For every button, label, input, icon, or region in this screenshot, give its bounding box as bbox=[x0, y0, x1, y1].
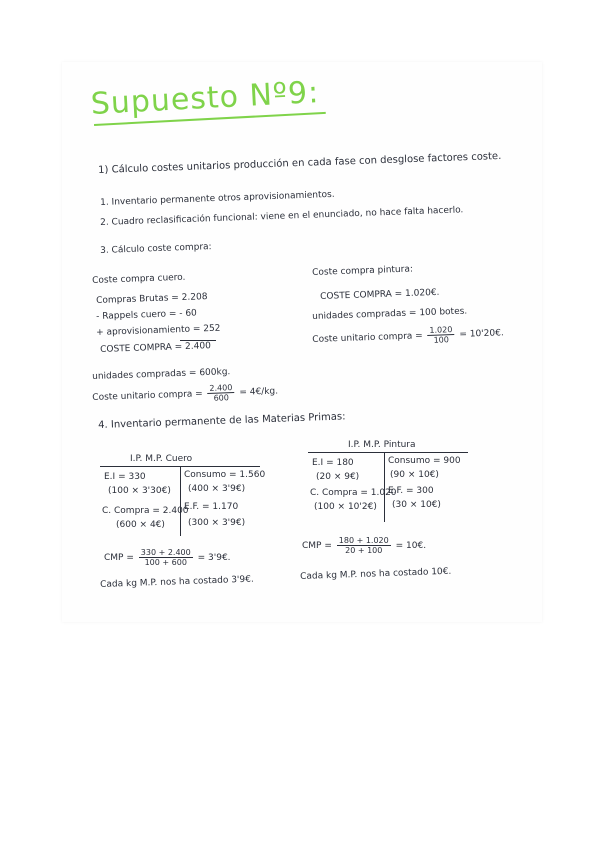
cuero-unitario-den: 600 bbox=[213, 393, 230, 403]
item-2: 2. Cuadro reclasificación funcional: viene en el enunciado, no hace falta hacerlo. bbox=[100, 205, 464, 228]
pintura-unitario-label: Coste unitario compra = bbox=[312, 331, 423, 345]
cuero-cmp-result: = 3'9€. bbox=[197, 553, 231, 563]
cuero-heading: Coste compra cuero. bbox=[92, 272, 186, 286]
pintura-unitario-fraction bbox=[427, 325, 455, 345]
cuero-unitario-label: Coste unitario compra = bbox=[92, 389, 203, 403]
section-4-heading: 4. Inventario permanente de las Materias Primas: bbox=[98, 411, 346, 431]
cuero-consumo-detail: (400 × 3'9€) bbox=[188, 484, 246, 494]
pintura-compra-detail: (100 × 10'2€) bbox=[314, 502, 377, 512]
pintura-line-coste: COSTE COMPRA = 1.020€. bbox=[320, 287, 440, 302]
pintura-ef: E.F. = 300 bbox=[388, 486, 434, 496]
pintura-heading: Coste compra pintura: bbox=[312, 264, 414, 278]
cuero-compra: C. Compra = 2.400 bbox=[102, 506, 189, 516]
cuero-line-unidades: unidades compradas = 600kg. bbox=[92, 367, 231, 382]
cuero-compra-detail: (600 × 4€) bbox=[116, 520, 165, 530]
cuero-account-title: I.P. M.P. Cuero bbox=[130, 454, 193, 464]
pintura-ei-detail: (20 × 9€) bbox=[316, 472, 360, 482]
pintura-cmp bbox=[302, 536, 426, 555]
pintura-ef-detail: (30 × 10€) bbox=[392, 500, 441, 510]
pintura-cmp-label: CMP = bbox=[302, 541, 332, 551]
page-title: Supuesto Nº9: bbox=[89, 75, 321, 122]
pintura-cmp-den: 20 + 100 bbox=[345, 546, 383, 555]
pintura-cmp-num: 180 + 1.020 bbox=[338, 536, 389, 545]
pintura-account-title: I.P. M.P. Pintura bbox=[348, 440, 416, 450]
cuero-cmp-label: CMP = bbox=[104, 553, 134, 563]
pintura-ei: E.I = 180 bbox=[312, 458, 354, 468]
cuero-ei: E.I = 330 bbox=[104, 472, 146, 482]
cuero-unitario-num: 2.400 bbox=[207, 383, 234, 394]
cuero-line-coste: COSTE COMPRA = 2.400 bbox=[100, 341, 212, 355]
pintura-line-unidades: unidades compradas = 100 botes. bbox=[312, 306, 468, 322]
cuero-cmp-num: 330 + 2.400 bbox=[140, 548, 191, 557]
pintura-account-hline bbox=[308, 452, 468, 453]
pintura-consumo-detail: (90 × 10€) bbox=[390, 470, 439, 480]
item-1: 1. Inventario permanente otros aprovisionamientos. bbox=[100, 189, 335, 208]
intro-heading: 1) Cálculo costes unitarios producción en cada fase con desglose factores coste. bbox=[98, 150, 502, 176]
cuero-ef: E.F. = 1.170 bbox=[184, 502, 239, 512]
pintura-consumo: Consumo = 900 bbox=[388, 456, 461, 466]
pintura-compra: C. Compra = 1.020 bbox=[310, 488, 397, 498]
pintura-unitario-num: 1.020 bbox=[427, 325, 454, 336]
cuero-line-rappels: - Rappels cuero = - 60 bbox=[96, 308, 198, 322]
pintura-note: Cada kg M.P. nos ha costado 10€. bbox=[300, 566, 452, 582]
pintura-unitario-result: = 10'20€. bbox=[459, 328, 504, 340]
cuero-ei-detail: (100 × 3'30€) bbox=[108, 486, 171, 496]
pintura-cmp-fraction bbox=[337, 536, 391, 555]
cuero-cmp bbox=[104, 548, 231, 567]
cuero-ef-detail: (300 × 3'9€) bbox=[188, 518, 246, 528]
cuero-account-vline bbox=[180, 466, 181, 536]
cuero-note: Cada kg M.P. nos ha costado 3'9€. bbox=[100, 574, 254, 590]
cuero-consumo: Consumo = 1.560 bbox=[184, 470, 266, 480]
pintura-cmp-result: = 10€. bbox=[395, 541, 427, 551]
cuero-cmp-den: 100 + 600 bbox=[144, 558, 187, 567]
cuero-unitario-result: = 4€/kg. bbox=[239, 386, 279, 398]
cuero-unitario-fraction bbox=[207, 383, 235, 403]
item-3: 3. Cálculo coste compra: bbox=[100, 242, 212, 256]
pintura-account-vline bbox=[384, 452, 385, 522]
cuero-line-compras: Compras Brutas = 2.208 bbox=[96, 292, 208, 306]
pintura-unitario-den: 100 bbox=[433, 335, 450, 345]
cuero-line-aprov: + aprovisionamiento = 252 bbox=[96, 323, 221, 338]
cuero-cmp-fraction bbox=[139, 548, 193, 567]
